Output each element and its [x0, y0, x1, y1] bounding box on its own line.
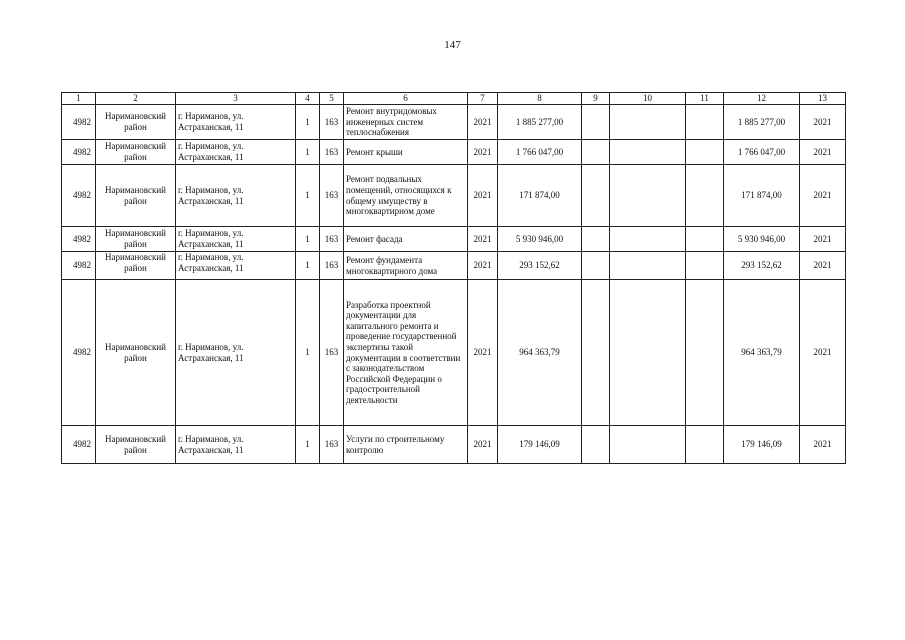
table-cell: 163 — [320, 140, 344, 165]
table-cell: 964 363,79 — [498, 280, 582, 426]
table-cell: Наримановский район — [96, 140, 176, 165]
registry-table — [61, 92, 846, 464]
header-row — [62, 93, 846, 105]
table-cell — [610, 140, 686, 165]
column-header: 4 — [296, 93, 320, 105]
table-cell: 4982 — [62, 165, 96, 227]
table-cell: 1 766 047,00 — [724, 140, 800, 165]
table-cell: г. Нариманов, ул. Астраханская, 11 — [176, 426, 296, 464]
table-cell: 4982 — [62, 105, 96, 140]
table-cell: Ремонт крыши — [344, 140, 468, 165]
table-cell: Услуги по строительному контролю — [344, 426, 468, 464]
table-cell — [686, 165, 724, 227]
page-number: 147 — [444, 39, 461, 51]
table-cell: 2021 — [468, 105, 498, 140]
table-row — [62, 105, 846, 140]
table-cell: 163 — [320, 165, 344, 227]
table-cell — [686, 140, 724, 165]
table-cell: Ремонт фундамента многоквартирного дома — [344, 252, 468, 280]
table-cell: г. Нариманов, ул. Астраханская, 11 — [176, 227, 296, 252]
table-cell — [582, 105, 610, 140]
table-cell: 1 — [296, 105, 320, 140]
column-header: 12 — [724, 93, 800, 105]
table-cell: 1 — [296, 426, 320, 464]
table-cell: 2021 — [800, 105, 846, 140]
table-cell: 4982 — [62, 426, 96, 464]
table-cell: 2021 — [800, 280, 846, 426]
table-cell: 1 766 047,00 — [498, 140, 582, 165]
table-cell: 2021 — [800, 426, 846, 464]
table-cell: 4982 — [62, 252, 96, 280]
column-header: 3 — [176, 93, 296, 105]
table-cell: 2021 — [800, 140, 846, 165]
table-cell: 1 — [296, 165, 320, 227]
table-cell: 163 — [320, 227, 344, 252]
table-cell — [610, 227, 686, 252]
table-cell — [610, 105, 686, 140]
table-cell: 1 — [296, 140, 320, 165]
table-cell — [582, 426, 610, 464]
table-row — [62, 280, 846, 426]
table-cell — [582, 280, 610, 426]
table-cell: 5 930 946,00 — [724, 227, 800, 252]
table-cell: 964 363,79 — [724, 280, 800, 426]
table-cell: 179 146,09 — [724, 426, 800, 464]
column-header: 9 — [582, 93, 610, 105]
table-cell: г. Нариманов, ул. Астраханская, 11 — [176, 280, 296, 426]
column-header: 5 — [320, 93, 344, 105]
table-cell — [610, 280, 686, 426]
table-cell: Наримановский район — [96, 105, 176, 140]
table-cell: 2021 — [468, 426, 498, 464]
table-cell: Ремонт подвальных помещений, относящихся к общему имуществу в многоквартирном доме — [344, 165, 468, 227]
table-cell: 2021 — [800, 165, 846, 227]
table-cell: 163 — [320, 105, 344, 140]
table-cell — [582, 140, 610, 165]
table-cell: 2021 — [468, 140, 498, 165]
column-header: 10 — [610, 93, 686, 105]
table-row — [62, 426, 846, 464]
table-row — [62, 140, 846, 165]
table-cell — [686, 252, 724, 280]
table-cell: 179 146,09 — [498, 426, 582, 464]
table-cell — [686, 280, 724, 426]
table-cell: Ремонт фасада — [344, 227, 468, 252]
table-cell: 4982 — [62, 227, 96, 252]
table-cell — [686, 105, 724, 140]
column-header: 2 — [96, 93, 176, 105]
table-cell: 4982 — [62, 140, 96, 165]
table-row — [62, 165, 846, 227]
table-cell: Наримановский район — [96, 165, 176, 227]
column-header: 6 — [344, 93, 468, 105]
table-cell: 293 152,62 — [498, 252, 582, 280]
table-cell: 1 885 277,00 — [498, 105, 582, 140]
table-cell: г. Нариманов, ул. Астраханская, 11 — [176, 252, 296, 280]
column-header: 13 — [800, 93, 846, 105]
table-cell: Наримановский район — [96, 426, 176, 464]
table-row — [62, 252, 846, 280]
column-header: 8 — [498, 93, 582, 105]
table-cell: 1 — [296, 227, 320, 252]
table-cell: 2021 — [800, 252, 846, 280]
table-cell: 171 874,00 — [724, 165, 800, 227]
table-cell — [582, 165, 610, 227]
table-cell: 293 152,62 — [724, 252, 800, 280]
table-cell: г. Нариманов, ул. Астраханская, 11 — [176, 165, 296, 227]
table-cell: Наримановский район — [96, 280, 176, 426]
table-cell: 171 874,00 — [498, 165, 582, 227]
table-cell: Наримановский район — [96, 227, 176, 252]
table-cell: Ремонт внутридомовых инженерных систем теплоснабжения — [344, 105, 468, 140]
table-cell: 5 930 946,00 — [498, 227, 582, 252]
table-cell — [582, 252, 610, 280]
table-cell: 2021 — [468, 280, 498, 426]
table-cell: 1 885 277,00 — [724, 105, 800, 140]
table-cell — [582, 227, 610, 252]
table-cell: 2021 — [800, 227, 846, 252]
column-header: 1 — [62, 93, 96, 105]
table-row — [62, 227, 846, 252]
table-cell: 4982 — [62, 280, 96, 426]
table-cell: 1 — [296, 252, 320, 280]
table-cell: г. Нариманов, ул. Астраханская, 11 — [176, 105, 296, 140]
table-cell: Наримановский район — [96, 252, 176, 280]
table-cell: г. Нариманов, ул. Астраханская, 11 — [176, 140, 296, 165]
table-cell: 2021 — [468, 165, 498, 227]
table-cell: 2021 — [468, 252, 498, 280]
table-cell — [610, 426, 686, 464]
table-cell — [686, 426, 724, 464]
table-cell: 1 — [296, 280, 320, 426]
column-header: 7 — [468, 93, 498, 105]
table-cell: Разработка проектной документации для капитального ремонта и проведение государственной экспертизы такой документации в соответствии с законодательством Российской Федерации о градостроительной деятельности — [344, 280, 468, 426]
table-cell — [686, 227, 724, 252]
column-header: 11 — [686, 93, 724, 105]
table-cell: 163 — [320, 426, 344, 464]
table-cell: 2021 — [468, 227, 498, 252]
table-cell: 163 — [320, 280, 344, 426]
table-cell — [610, 252, 686, 280]
table-cell — [610, 165, 686, 227]
table-cell: 163 — [320, 252, 344, 280]
